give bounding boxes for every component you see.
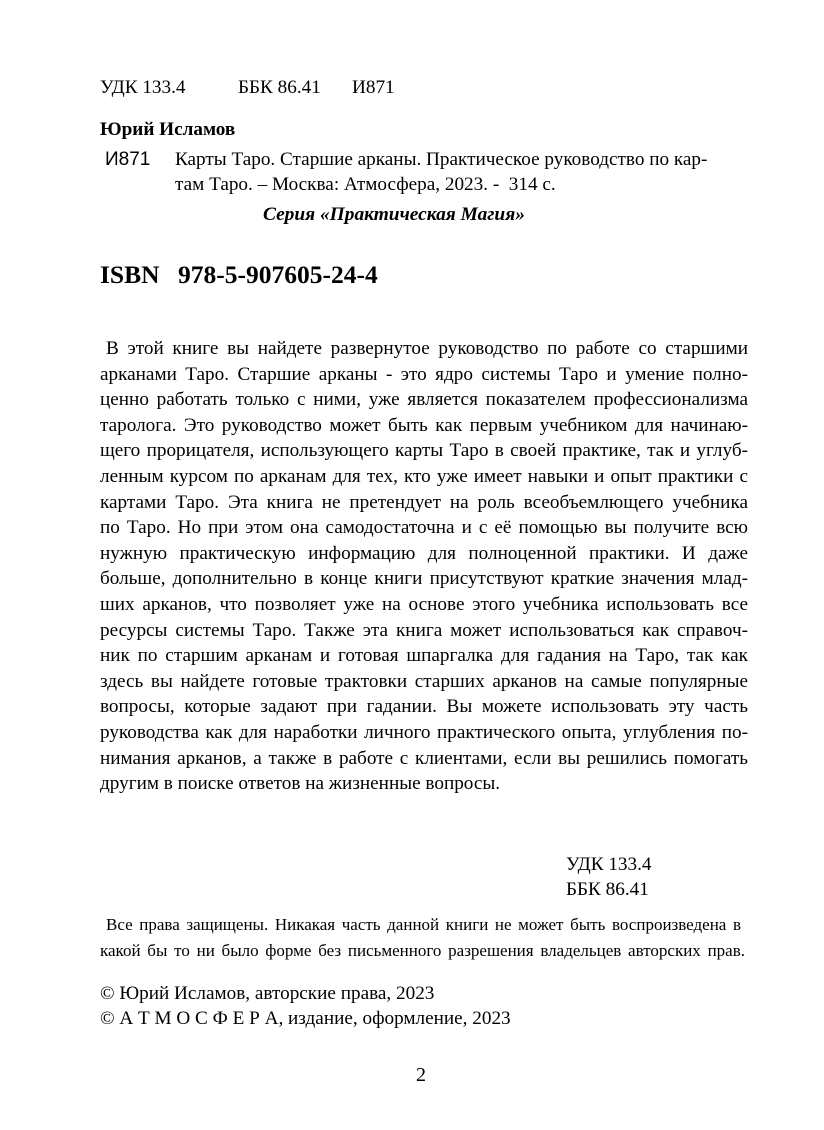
classification-bbk: ББК 86.41 bbox=[566, 879, 649, 900]
annotation-line: вопросы, которые задают при гадании. Вы можете использовать эту часть bbox=[100, 696, 748, 718]
annotation-line: ценно работать только с ними, уже является показателем профессионализма bbox=[100, 389, 748, 411]
copyright-author: © Юрий Исламов, авторские права, 2023 bbox=[100, 983, 435, 1004]
isbn-label: ISBN bbox=[100, 260, 160, 289]
annotation-line: ших арканов, что позволяет уже на основе этого учебника использовать все bbox=[100, 593, 748, 615]
annotation-line: руководства как для наработки личного практического опыта, углубления по- bbox=[100, 721, 748, 743]
annotation-line: нимания арканов, а также в работе с клиентами, если вы решились помогать bbox=[100, 747, 748, 769]
bibliographic-line: там Таро. – Москва: Атмосфера, 2023. - 314 с. bbox=[175, 174, 556, 195]
annotation-line: картами Таро. Эта книга не претендует на роль всеобъемлющего учебника bbox=[100, 491, 748, 513]
annotation-line: таролога. Это руководство может быть как первым учебником для начинаю- bbox=[100, 414, 748, 436]
annotation-line: нужную практическую информацию для полноценной практики. И даже bbox=[100, 542, 748, 564]
isbn-number: 978-5-907605-24-4 bbox=[178, 260, 378, 289]
bibliographic-line: Карты Таро. Старшие арканы. Практическое руководство по кар- bbox=[175, 149, 708, 170]
annotation-line: щего прорицателя, использующего карты Таро в своей практике, так и углуб- bbox=[100, 440, 748, 462]
rights-line: какой бы то ни было форме без письменного разрешения владельцев авторских прав. bbox=[100, 941, 745, 960]
annotation-line: ленным курсом по арканам для тех, кто уже имеет навыки и опыт практики с bbox=[100, 465, 748, 487]
annotation-line: здесь вы найдете готовые трактовки старших арканов на самые популярные bbox=[100, 670, 748, 692]
series-title: Серия «Практическая Магия» bbox=[263, 204, 525, 225]
classification-udk: УДК 133.4 bbox=[566, 854, 652, 875]
page-number: 2 bbox=[416, 1064, 426, 1086]
header-author-mark: И871 bbox=[352, 77, 395, 98]
header-bbk: ББК 86.41 bbox=[238, 77, 321, 98]
author-mark: И871 bbox=[105, 149, 151, 170]
rights-line: Все права защищены. Никакая часть данной книги не может быть воспроизведена в bbox=[106, 915, 741, 934]
annotation-line: ник по старшим арканам и готовая шпаргалка для гадания на Таро, так как bbox=[100, 645, 748, 667]
annotation-line: В этой книге вы найдете развернутое руководство по работе со старшими bbox=[106, 338, 748, 359]
annotation-line: больше, дополнительно в конце книги присутствуют краткие значения млад- bbox=[100, 568, 748, 590]
annotation-line: по Таро. Но при этом она самодостаточна и с её помощью вы получите всю bbox=[100, 517, 748, 539]
author-name: Юрий Исламов bbox=[100, 119, 236, 140]
header-udk: УДК 133.4 bbox=[100, 77, 186, 98]
annotation-line: арканами Таро. Старшие арканы - это ядро системы Таро и умение полно- bbox=[100, 363, 748, 385]
annotation-line: ресурсы системы Таро. Также эта книга может использоваться как справоч- bbox=[100, 619, 748, 641]
copyright-publisher: © А Т М О С Ф Е Р А, издание, оформление, 2023 bbox=[100, 1008, 511, 1029]
annotation-line: другим в поиске ответов на жизненные вопросы. bbox=[100, 773, 501, 795]
annotation-paragraph bbox=[100, 336, 748, 797]
